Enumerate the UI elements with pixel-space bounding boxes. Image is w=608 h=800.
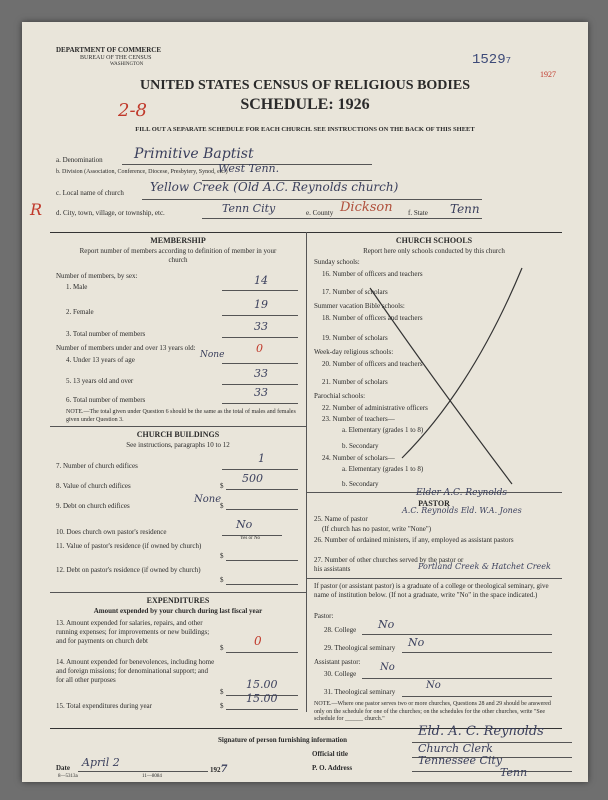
q8-value: 500 xyxy=(242,472,263,485)
county-label: e. County xyxy=(306,209,334,217)
q7-label: 7. Number of church edifices xyxy=(56,462,138,470)
year-label: 1927 xyxy=(210,764,228,775)
q11-label: 11. Value of pastor's residence (if owned by church) xyxy=(56,542,202,550)
membership-subtitle: Report number of members according to definition of member in your church xyxy=(79,247,277,264)
q19-label: 19. Number of scholars xyxy=(322,334,388,342)
q14-label: 14. Amount expended for benevolences, including home and foreign missions; for denominational support; and for all other purposes xyxy=(56,658,215,684)
red-annotation: 2-8 xyxy=(118,100,147,121)
official-title-label: Official title xyxy=(312,750,348,758)
q6-label: 6. Total number of members xyxy=(66,396,146,404)
q23a-label: a. Elementary (grades 1 to 8) xyxy=(342,426,424,434)
expenditures-title: EXPENDITURES xyxy=(146,596,210,605)
po-address-label: P. O. Address xyxy=(312,764,353,772)
date-value: April 2 xyxy=(82,756,120,769)
city-heading: WASHINGTON xyxy=(110,62,144,67)
po-state-value: Tenn xyxy=(500,766,528,779)
yes-no-hint: Yes or No xyxy=(240,536,261,541)
q30-label: 30. College xyxy=(324,670,357,678)
q20-label: 20. Number of officers and teachers xyxy=(322,360,423,368)
q24b-label: b. Secondary xyxy=(342,480,379,488)
q1-value: 14 xyxy=(254,274,268,287)
instruction-line: FILL OUT A SEPARATE SCHEDULE FOR EACH CHURCH. SEE INSTRUCTIONS ON THE BACK OF THIS SHEET xyxy=(135,126,475,133)
buildings-title: CHURCH BUILDINGS xyxy=(136,430,220,439)
q10-value: No xyxy=(236,518,253,531)
q25-hint: (If church has no pastor, write "None") xyxy=(322,525,432,533)
pastor-title: PASTOR xyxy=(418,499,450,508)
age-heading: Number of members under and over 13 years old: xyxy=(56,344,196,352)
q3-value: 33 xyxy=(254,320,268,333)
q10-label: 10. Does church own pastor's residence xyxy=(56,528,167,536)
q18-label: 18. Number of officers and teachers xyxy=(322,314,423,322)
q6-value: 33 xyxy=(254,386,268,399)
q29-label: 29. Theological seminary xyxy=(324,644,396,652)
weekday-heading: Week-day religious schools: xyxy=(314,348,394,356)
q16-label: 16. Number of officers and teachers xyxy=(322,270,423,278)
schedule-number: 15297 xyxy=(472,52,512,68)
denomination-label: a. Denomination xyxy=(56,156,103,164)
form-subtitle: SCHEDULE: 1926 xyxy=(240,96,370,113)
county-value: Dickson xyxy=(340,200,393,215)
education-note: If pastor (or assistant pastor) is a graduate of a college or theological seminary, give name of institution below. (If not a graduate, write "No" in the space indicated.) xyxy=(314,582,549,599)
q14-value: 15.00 xyxy=(246,678,278,691)
q26-label: 26. Number of ordained ministers, if any, employed as assistant pastors xyxy=(314,536,514,544)
q23b-label: b. Secondary xyxy=(342,442,379,450)
q2-label: 2. Female xyxy=(66,308,94,316)
division-label: b. Division (Association, Conference, Diocese, Presbytery, Synod, etc.) xyxy=(56,169,228,175)
q21-label: 21. Number of scholars xyxy=(322,378,388,386)
city-label: d. City, town, village, or township, etc. xyxy=(56,209,165,217)
q17-label: 17. Number of scholars xyxy=(322,288,388,296)
parochial-heading: Parochial schools: xyxy=(314,392,366,400)
q27-value: Portland Creek & Hatchet Creek xyxy=(418,562,551,571)
buildings-subtitle: See instructions, paragraphs 10 to 12 xyxy=(126,441,230,449)
q15-value: 15.00 xyxy=(246,692,278,705)
q2-value: 19 xyxy=(254,298,268,311)
department-heading: DEPARTMENT OF COMMERCE xyxy=(56,46,162,54)
schools-subtitle: Report here only schools conducted by this church xyxy=(363,247,505,255)
signature-label: Signature of person furnishing information xyxy=(218,736,347,744)
signature-value: Eld. A. C. Reynolds xyxy=(418,724,544,739)
q29-value: No xyxy=(408,636,425,649)
q31-label: 31. Theological seminary xyxy=(324,688,396,696)
red-r-mark: R xyxy=(30,200,43,219)
city-value: Tenn City xyxy=(222,202,276,215)
q25-value: A.C. Reynolds Eld. W.A. Jones xyxy=(402,506,522,515)
official-title-value: Church Clerk xyxy=(418,742,493,755)
q5-value: 33 xyxy=(254,367,268,380)
division-value: West Tenn. xyxy=(218,162,280,175)
q8-label: 8. Value of church edifices xyxy=(56,482,131,490)
assistant-heading: Assistant pastor: xyxy=(314,658,361,666)
pastor-heading: Pastor: xyxy=(314,612,334,620)
form-title: UNITED STATES CENSUS OF RELIGIOUS BODIES xyxy=(139,78,470,93)
q28-value: No xyxy=(378,618,395,631)
q27-label: 27. Number of other churches served by the pastor or his assistants xyxy=(314,556,464,573)
membership-title: MEMBERSHIP xyxy=(150,236,206,245)
census-schedule-sheet: DEPARTMENT OF COMMERCE BUREAU OF THE CENSUS WASHINGTON 15297 1927 UNITED STATES CENSUS OF RELIGIOUS BODIES SCHEDULE: 1926 2-8 FILL OUT A SEPARATE SCHEDULE FOR EACH CHURCH. SEE INSTRUCTIONS ON THE BACK OF THIS SHEET a. Denomination Primitive Baptist b. Division (Association, Conference, Diocese, Presbytery, Synod, etc.) West Tenn. c. Local name of church Yellow Creek (Old A.C. Reynolds church) R d. City, town, village, or township, etc. Tenn City e. County Dickson f. State Tenn MEMBERSHIP Report number of members according to definition of member in your church Number of members, by sex: 1. Male 14 2. Female 19 3. Total number of members 33 Number of members under and over 13 years old: 4. Under 13 years of age None 0 5. 13 years old and over 33 6. Total number of members 33 NOTE.—The total given under Question 6 should be the same as the total of males and females given under Question 3. CHURCH BUILDINGS See instructions, paragraphs 10 to 12 7. Number of church edifices 1 8. Value of church edifices $ 500 9. Debt on church edifices $ None 10. Does church own pastor's residence No Yes or No 11. Value of pastor's residence (if owned by church) $ 12. Debt on pastor's residence (if owned by church) $ EXPENDITURES Amount expended by your church during last fiscal year 13. Amount expended for salaries, repairs, and other running expenses; for improvements or new buildings; and for payments on church debt $ 0 14. Amount expended for benevolences, including home and foreign missions; for denominational support; and for all other purposes $ 15.00 15. Total expenditures during year $ 15.00 CHURCH SCHOOLS Report here only schools conducted by this church Sunday schools: 16. Number of officers and teachers 17. Number of scholars Summer vacation Bible schools: 18. Number of officers and teachers 19. Number of scholars Week-day religious schools: 20. Number of officers and teachers 21. Number of scholars Parochial schools: 22. Number of administrative officers 23. Number of teachers— a. Elementary (grades 1 to 8) b. Secondary 24. Number of scholars— a. Elementary (grades 1 to 8) b. Secondary Elder A.C. Reynolds PASTOR 25. Name of pastor A.C. Reynolds Eld. W.A. Jones (If church has no pastor, write "None") 26. Number of ordained ministers, if any, employed as assistant pastors 27. Number of other churches served by the pastor or his assistants Portland Creek & Hatchet Creek If pastor (or assistant pastor) is a graduate of a college or theological seminary, give name of institution below. (If not a graduate, write "No" in the space indicated.) Pastor: 28. College No 29. Theological seminary No Assistant pastor: 30. College No 31. Theological seminary No NOTE.—Where one pastor serves two or more churches, Questions 28 and 29 should be answered only on the schedule for one of the churches; on the schedules for the other churches, write "See schedule for ______ church." Signature of person furnishing information Eld. A. C. Reynolds Official title Church Clerk Date April 2 1927 P. O. Address Tennessee City Tenn 8—5313a 11—8084 xyxy=(22,22,588,782)
state-value: Tenn xyxy=(450,202,480,216)
q24-label: 24. Number of scholars— xyxy=(322,454,395,462)
q25-label: 25. Name of pastor xyxy=(314,515,368,523)
q3-label: 3. Total number of members xyxy=(66,330,146,338)
q5-label: 5. 13 years old and over xyxy=(66,377,134,385)
q7-value: 1 xyxy=(258,452,265,465)
q24a-label: a. Elementary (grades 1 to 8) xyxy=(342,465,424,473)
print-number: 11—8084 xyxy=(142,774,162,779)
church-name-label: c. Local name of church xyxy=(56,189,124,197)
sunday-heading: Sunday schools: xyxy=(314,258,360,266)
q22-label: 22. Number of administrative officers xyxy=(322,404,428,412)
q4-none-value: None xyxy=(200,350,225,360)
po-address-value: Tennessee City xyxy=(418,754,503,767)
date-label: Date xyxy=(56,764,70,772)
church-name-value: Yellow Creek (Old A.C. Reynolds church) xyxy=(150,180,399,194)
q31-value: No xyxy=(426,680,441,691)
q9-value: None xyxy=(194,494,222,505)
q15-label: 15. Total expenditures during year xyxy=(56,702,152,710)
q28-label: 28. College xyxy=(324,626,357,634)
summer-heading: Summer vacation Bible schools: xyxy=(314,302,405,310)
q4-label: 4. Under 13 years of age xyxy=(66,356,135,364)
q1-label: 1. Male xyxy=(66,283,88,291)
q12-label: 12. Debt on pastor's residence (if owned by church) xyxy=(56,566,201,574)
denomination-value: Primitive Baptist xyxy=(134,146,254,162)
year-stamp: 1927 xyxy=(540,70,556,79)
expenditures-subtitle: Amount expended by your church during last fiscal year xyxy=(93,607,263,615)
q13-value: 0 xyxy=(254,634,262,648)
q30-value: No xyxy=(380,662,395,673)
q4-value: 0 xyxy=(256,342,263,355)
schools-cross-out-mark xyxy=(362,248,562,488)
pastor-note: NOTE.—Where one pastor serves two or more churches, Questions 28 and 29 should be answered only on the schedule for one of the churches; on the schedules for the other churches, write "See schedule for ______ church." xyxy=(314,701,551,722)
schools-title: CHURCH SCHOOLS xyxy=(395,236,473,245)
form-number: 8—5313a xyxy=(58,774,78,779)
bureau-heading: BUREAU OF THE CENSUS xyxy=(80,55,152,61)
q13-label: 13. Amount expended for salaries, repairs, and other running expenses; for improvements or new buildings; and for payments on church debt xyxy=(56,619,210,645)
pastor-hand-note: Elder A.C. Reynolds xyxy=(416,488,508,498)
membership-note: NOTE.—The total given under Question 6 should be the same as the total of males and females given under Question 3. xyxy=(66,409,296,423)
q23-label: 23. Number of teachers— xyxy=(322,415,395,423)
by-sex-label: Number of members, by sex: xyxy=(56,272,138,280)
q9-label: 9. Debt on church edifices xyxy=(56,502,130,510)
state-label: f. State xyxy=(408,209,428,217)
